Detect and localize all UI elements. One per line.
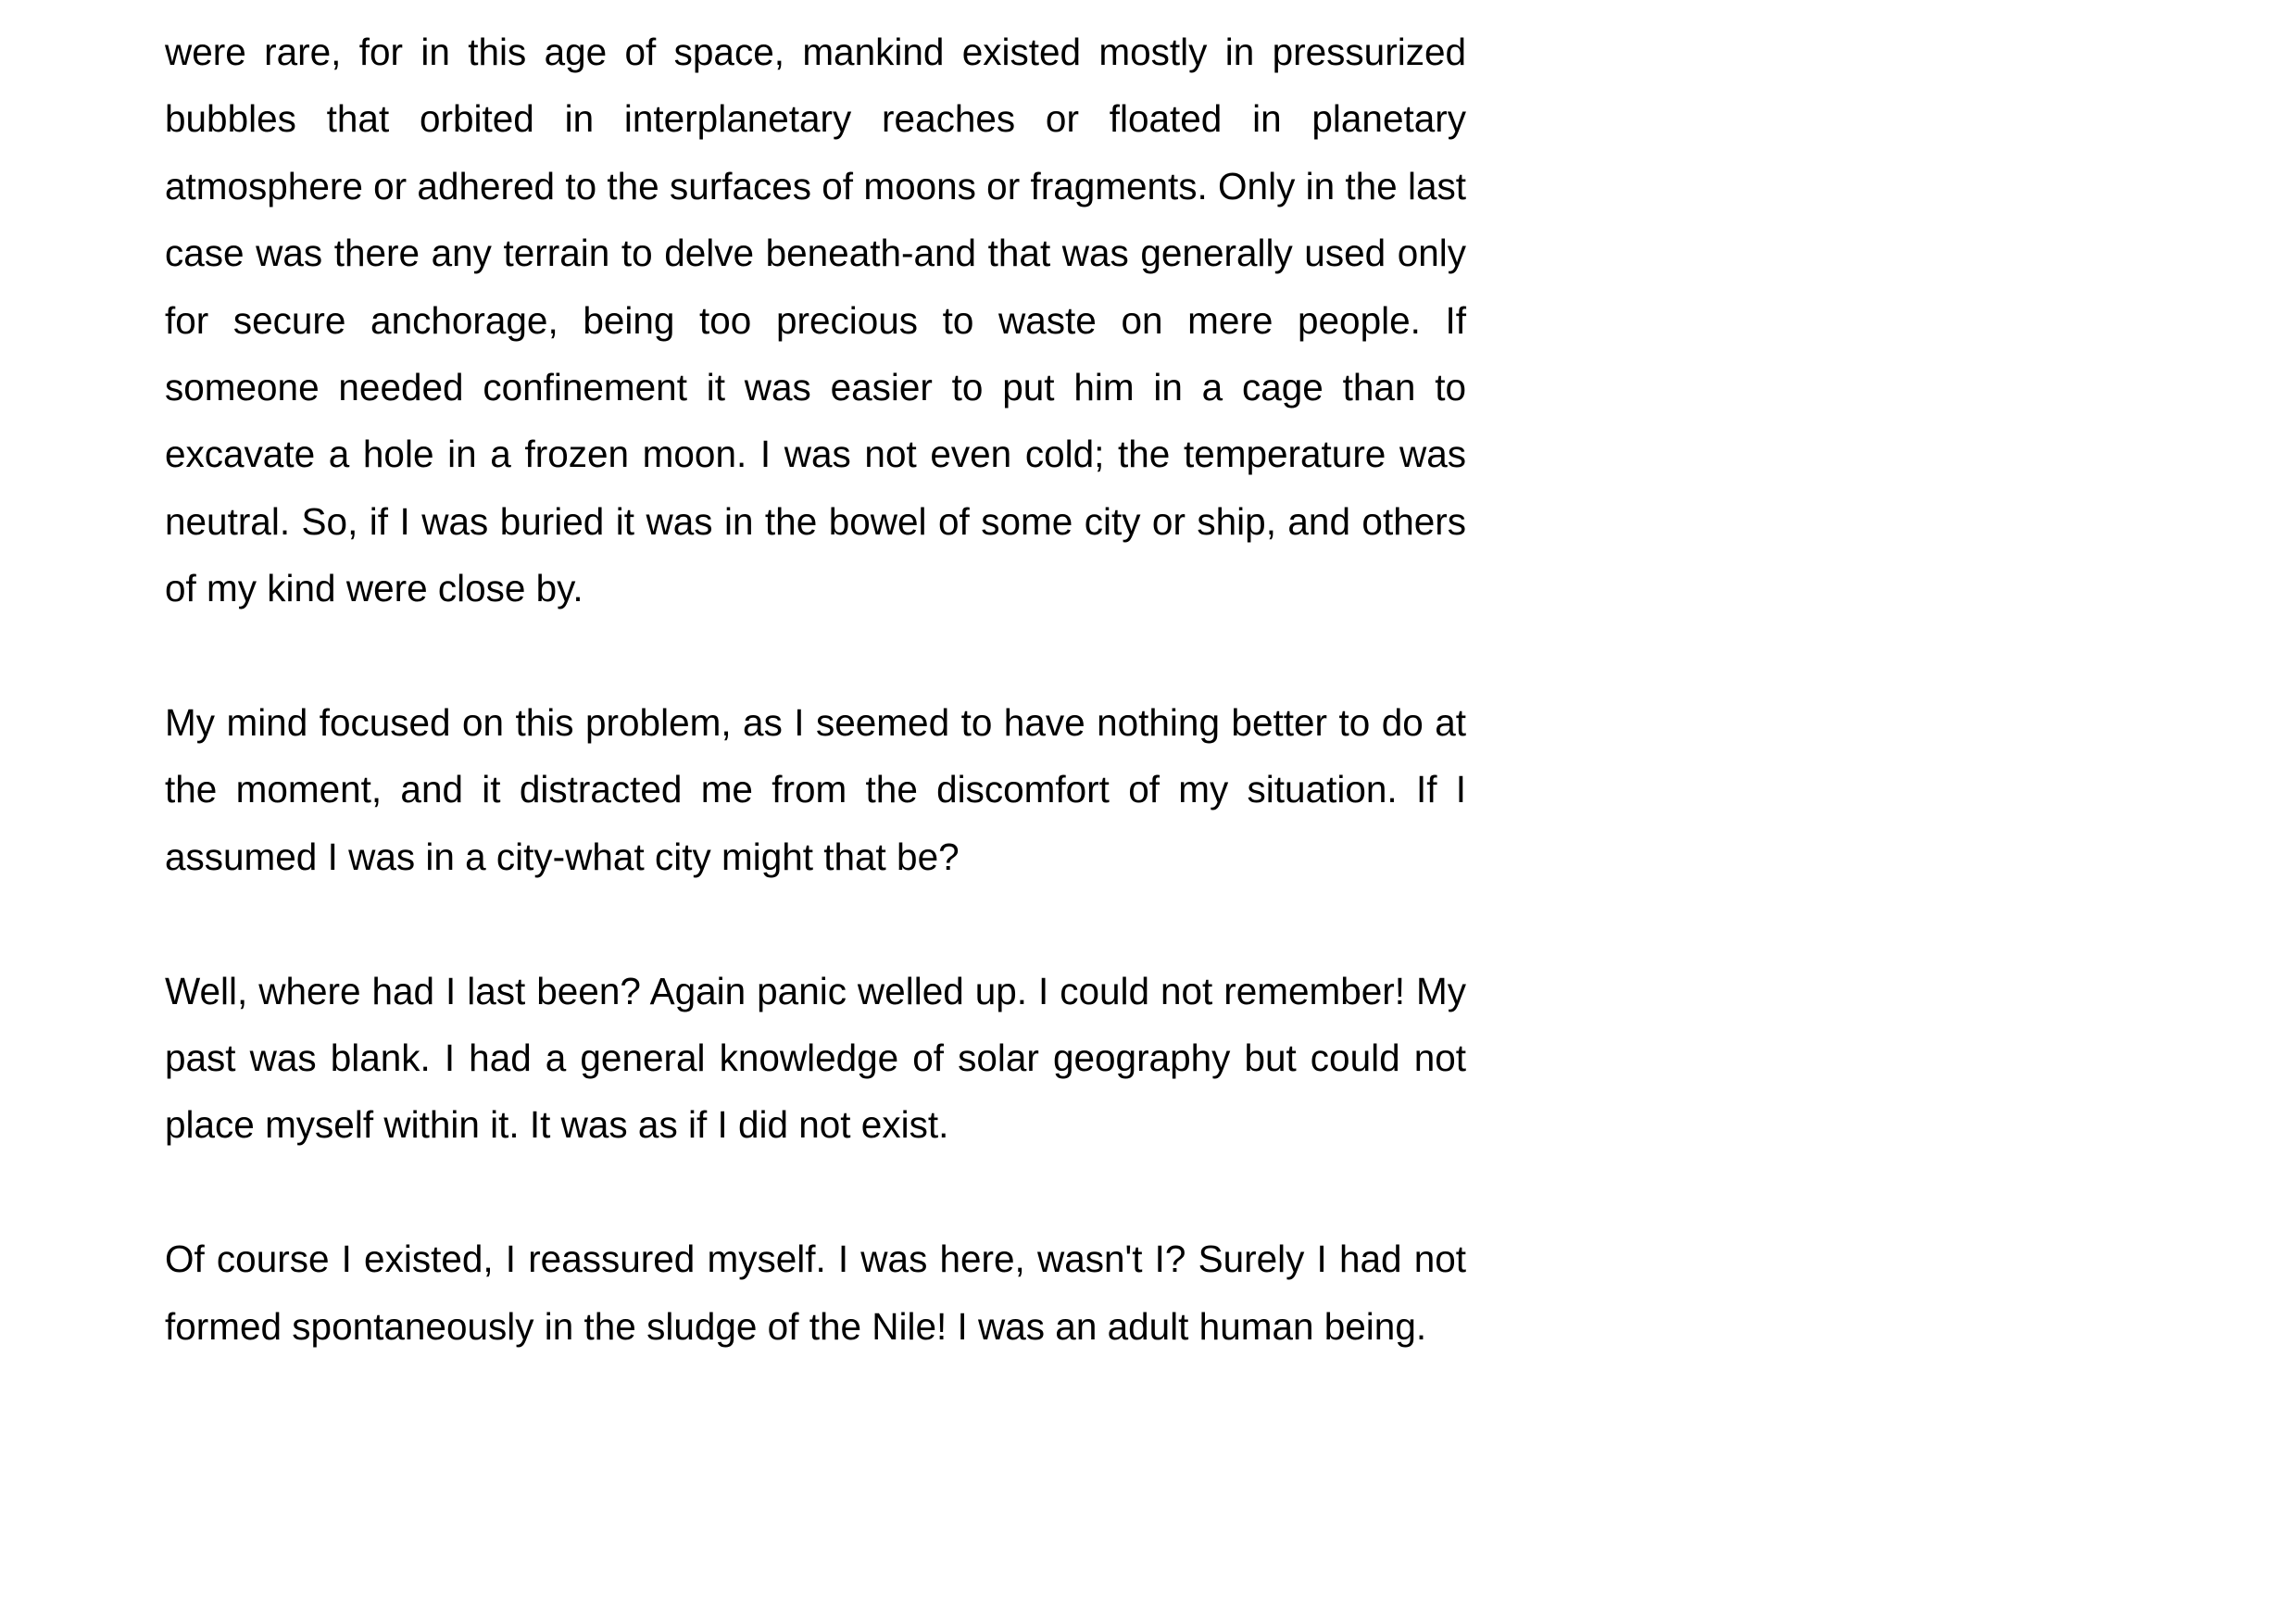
paragraph: were rare, for in this age of space, mankind existed mostly in pressurized bubbles that orbited in interplanetary reaches or floated in planetary atmosphere or adhered to the surfaces of moons or fragments. Only in the last case was there any terrain to delve beneath-and that was generally used only for secure anchorage, being too precious to waste on mere people. If someone needed confinement it was easier to put him in a cage than to excavate a hole in a frozen moon. I was not even cold; the temperature was neutral. So, if I was buried it was in the bowel of some city or ship, and others of my kind were close by. [165, 31, 1466, 610]
text-body [165, 19, 1466, 1360]
paragraph: Well, where had I last been? Again panic welled up. I could not remember! My past was blank. I had a general knowledge of solar geography but could not place myself within it. It was as if I did not exist. [165, 969, 1466, 1147]
paragraph: Of course I existed, I reassured myself. I was here, wasn't I? Surely I had not formed spontaneously in the sludge of the Nile! I was an adult human being. [165, 1238, 1466, 1348]
paragraph: My mind focused on this problem, as I seemed to have nothing better to do at the moment, and it distracted me from the discomfort of my situation. If I assumed I was in a city-what city might that be? [165, 701, 1466, 878]
